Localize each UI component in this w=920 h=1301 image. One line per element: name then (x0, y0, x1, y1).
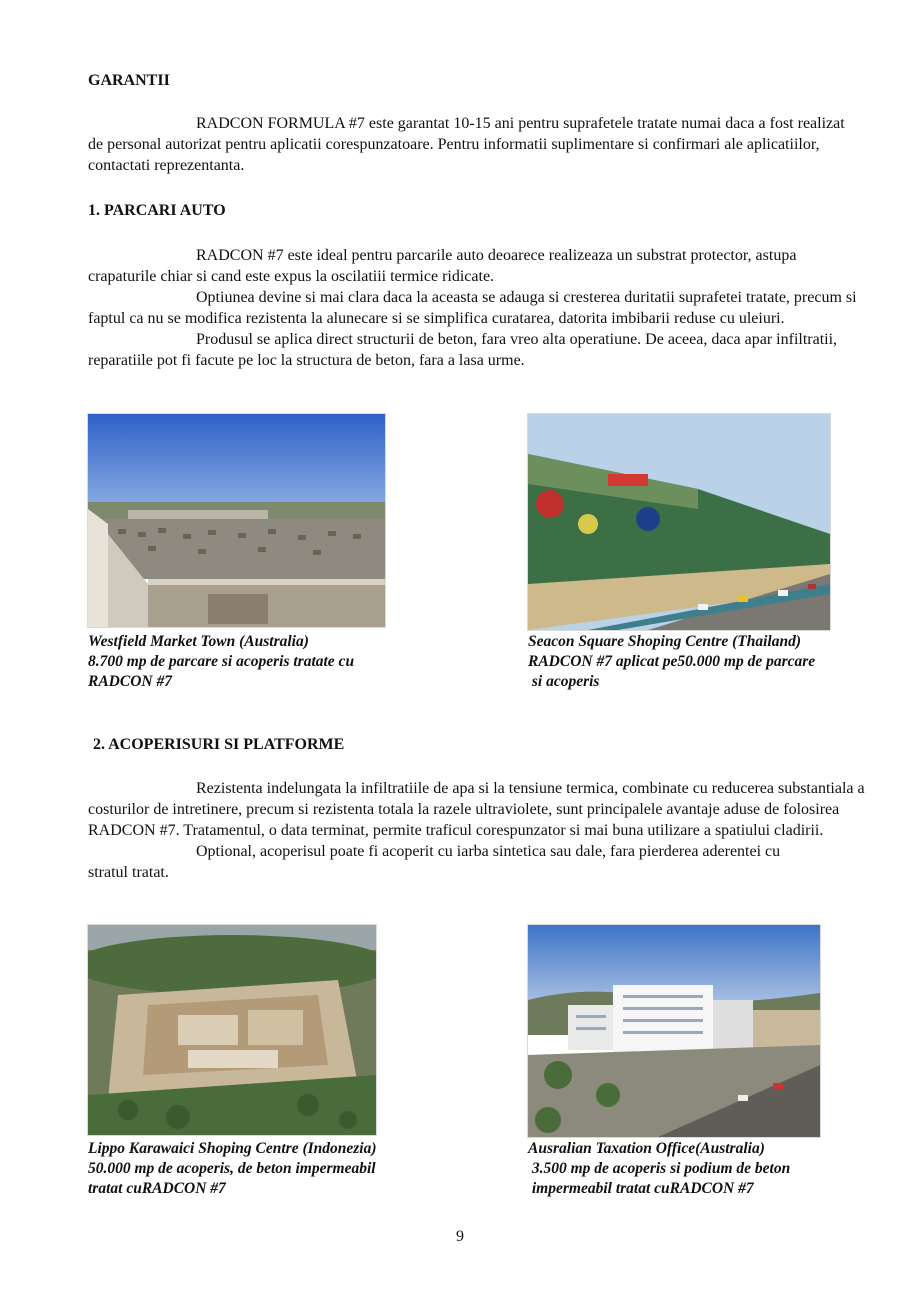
section-title-garantii: GARANTII (88, 72, 170, 89)
caption-line: 3.500 mp de acoperis si podium de beton (528, 1160, 791, 1177)
section1-paragraph: RADCON #7 este ideal pentru parcarile auto deoarece realizeaza un substrat protector, astupa crapaturile chiar si cand este expus la oscilatiii termice ridicate. (88, 247, 797, 285)
caption-line: Westfield Market Town (Australia) (88, 633, 309, 650)
caption-line: Ausralian Taxation Office(Australia) (528, 1140, 765, 1157)
page-number: 9 (456, 1228, 464, 1245)
caption-line: impermeabil tratat cuRADCON #7 (528, 1180, 754, 1197)
caption-line: tratat cuRADCON #7 (88, 1180, 226, 1197)
section1-paragraph: Optiunea devine si mai clara daca la aceasta se adauga si cresterea duritatii suprafetei tratate, precum si faptul ca nu se modifica rezistenta la alunecare si se simplifica curatarea, datorita imbibarii reduse cu uleiuri. (88, 289, 857, 327)
section-title-parcari-auto: 1. PARCARI AUTO (88, 202, 226, 219)
caption-lippo (88, 1139, 377, 1199)
caption-line: Lippo Karawaici Shoping Centre (Indonezia) (88, 1140, 377, 1157)
garantii-text-block (88, 113, 863, 176)
section2-paragraph: Rezistenta indelungata la infiltratiile de apa si la tensiune termica, combinate cu reducerea substantiala a costurilor de intretinere, precum si rezistenta totala la razele ultraviolete, sunt principalele avantaje aduse de folosirea RADCON #7. Tratamentul, o data terminat, permite traficul corespunzator si mai buna utilizare a spatiului cladirii. (88, 780, 865, 839)
caption-seacon (528, 632, 815, 692)
section1-paragraph: Produsul se aplica direct structurii de beton, fara vreo alta operatiune. De aceea, daca apar infiltratii, reparatiile pot fi facute pe loc la structura de beton, fara a lasa urme. (88, 331, 838, 369)
photo-westfield-market-town (88, 414, 385, 627)
photo-australian-taxation-office (528, 925, 820, 1137)
caption-line: 50.000 mp de acoperis, de beton impermeabil (88, 1160, 376, 1177)
caption-line: Seacon Square Shoping Centre (Thailand) (528, 633, 802, 650)
caption-line: RADCON #7 aplicat pe50.000 mp de parcare (528, 653, 816, 670)
caption-line: 8.700 mp de parcare si acoperis tratate cu (88, 653, 355, 670)
section2-paragraph: Optional, acoperisul poate fi acoperit cu iarba sintetica sau dale, fara pierderea aderentei cu stratul tratat. (88, 843, 781, 881)
caption-line: si acoperis (528, 673, 600, 690)
caption-taxation-office (528, 1139, 790, 1199)
section-title-acoperisuri: 2. ACOPERISURI SI PLATFORME (93, 736, 345, 753)
photo-lippo-karawaici (88, 925, 376, 1135)
caption-line: RADCON #7 (88, 673, 172, 690)
caption-westfield (88, 632, 354, 692)
section1-text-block (88, 245, 868, 371)
photo-seacon-square (528, 414, 830, 630)
section2-text-block (88, 778, 870, 883)
garantii-paragraph: RADCON FORMULA #7 este garantat 10-15 ani pentru suprafetele tratate numai daca a fost realizat de personal autorizat pentru aplicatii corespunzatoare. Pentru informatii suplimentare si confirmari ale aplicatiilor, contactati reprezentanta. (88, 115, 845, 174)
